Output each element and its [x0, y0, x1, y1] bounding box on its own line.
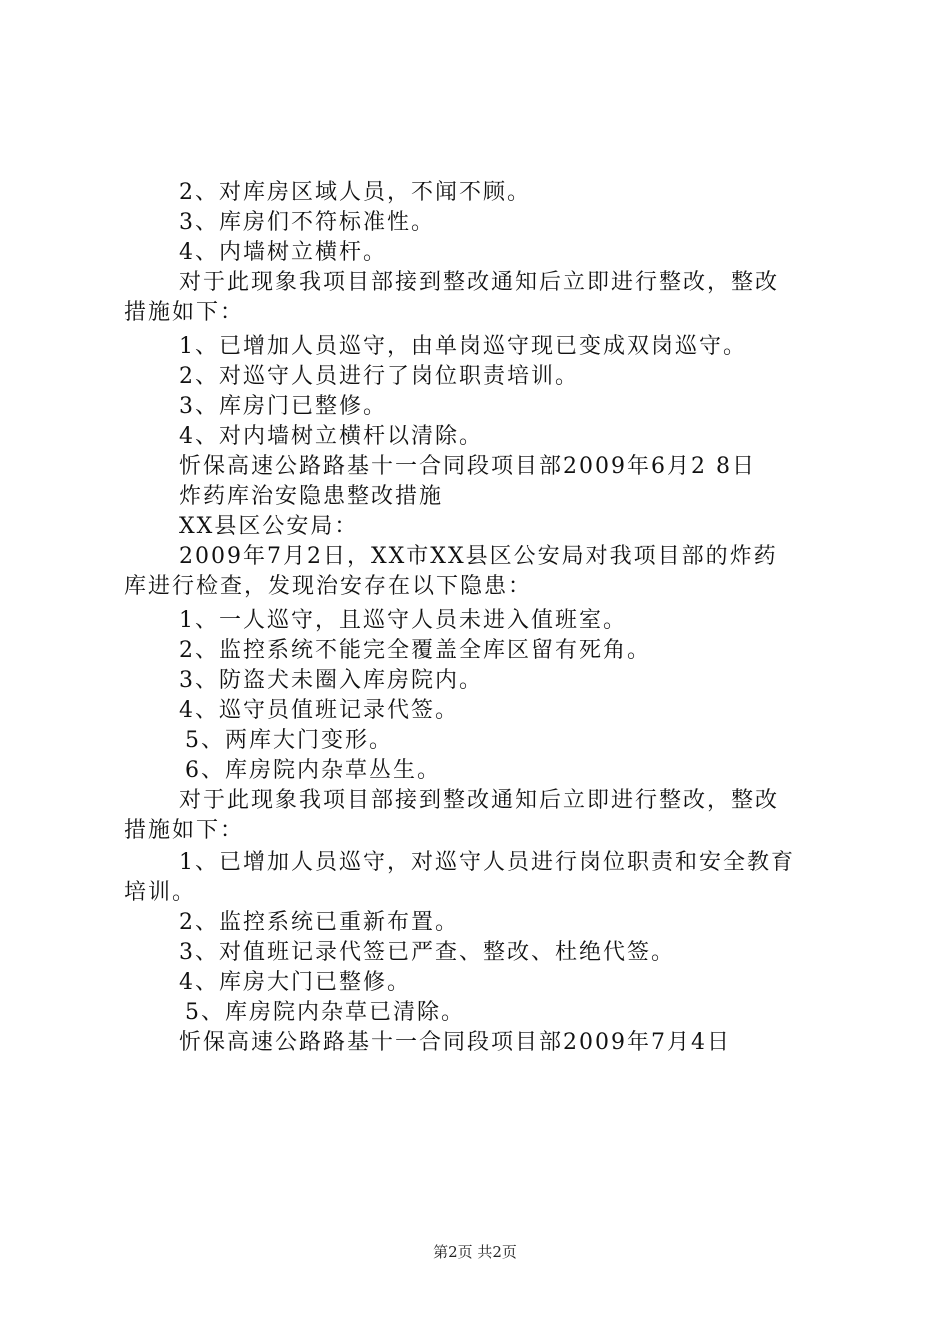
- text-line: 3、对值班记录代签已严查、整改、杜绝代签。: [179, 940, 675, 965]
- text-line: 对于此现象我项目部接到整改通知后立即进行整改，整改: [179, 788, 780, 813]
- text-line: 4、库房大门已整修。: [179, 970, 411, 995]
- text-line: 措施如下：: [124, 818, 245, 843]
- text-line: 1、已增加人员巡守，对巡守人员进行岗位职责和安全教育: [179, 850, 795, 875]
- text-line: 2、监控系统不能完全覆盖全库区留有死角。: [179, 638, 651, 663]
- text-line: 3、防盗犬未圈入库房院内。: [179, 668, 483, 693]
- text-line: 4、内墙树立横杆。: [179, 240, 387, 265]
- signature-line: 忻保高速公路路基十一合同段项目部2009年6月2 8日: [179, 454, 756, 479]
- text-line: 对于此现象我项目部接到整改通知后立即进行整改，整改: [179, 270, 780, 295]
- text-line: 3、库房们不符标准性。: [179, 210, 435, 235]
- text-line: 措施如下：: [124, 300, 245, 325]
- addressee: XX县区公安局：: [179, 514, 359, 539]
- text-line: 5、库房院内杂草已清除。: [185, 1000, 465, 1025]
- text-line: 3、库房门已整修。: [179, 394, 387, 419]
- text-line: 培训。: [124, 880, 197, 905]
- text-line: 2、对库房区域人员，不闻不顾。: [179, 180, 531, 205]
- text-line: 4、对内墙树立横杆以清除。: [179, 424, 483, 449]
- text-line: 2、对巡守人员进行了岗位职责培训。: [179, 364, 579, 389]
- section-title: 炸药库治安隐患整改措施: [179, 484, 444, 509]
- text-line: 1、一人巡守，且巡守人员未进入值班室。: [179, 608, 627, 633]
- text-line: 库进行检查，发现治安存在以下隐患：: [124, 574, 533, 599]
- text-line: 5、两库大门变形。: [185, 728, 393, 753]
- signature-line: 忻保高速公路路基十一合同段项目部2009年7月4日: [179, 1030, 731, 1055]
- text-line: 1、已增加人员巡守，由单岗巡守现已变成双岗巡守。: [179, 334, 747, 359]
- page-footer: 第2页 共2页: [433, 1243, 517, 1261]
- text-line: 4、巡守员值班记录代签。: [179, 698, 459, 723]
- text-line: 6、库房院内杂草丛生。: [185, 758, 441, 783]
- text-line: 2、监控系统已重新布置。: [179, 910, 459, 935]
- text-line: 2009年7月2日，XX市XX县区公安局对我项目部的炸药: [179, 544, 778, 569]
